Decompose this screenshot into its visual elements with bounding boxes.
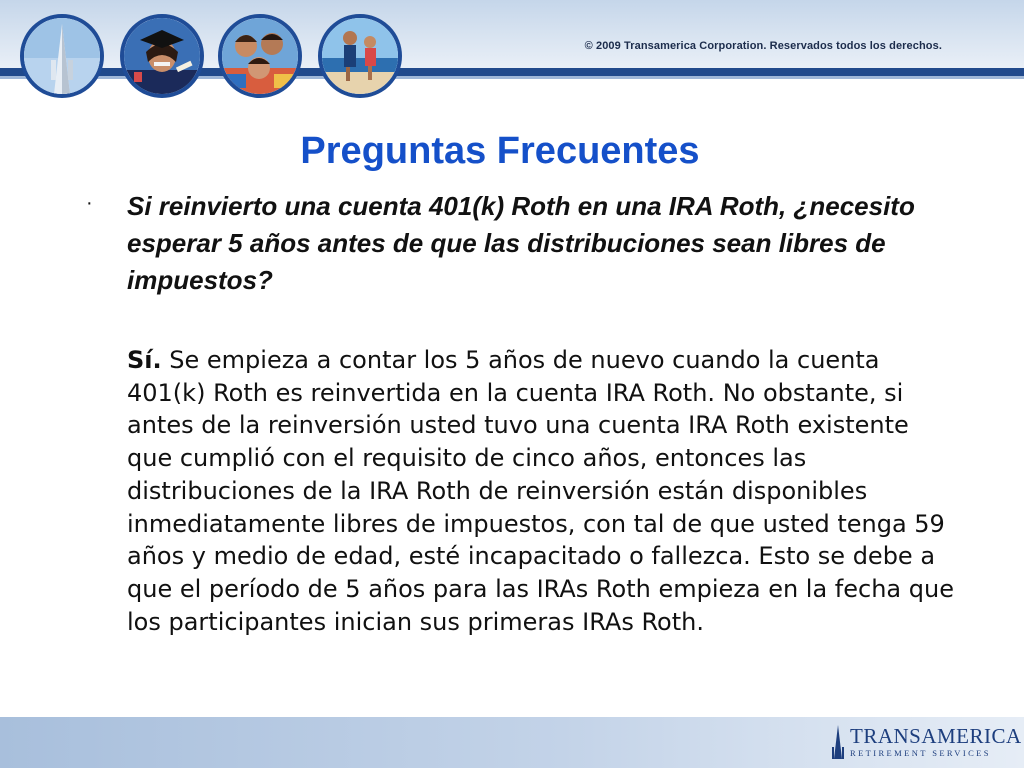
faq-answer <box>127 344 957 638</box>
bullet-marker: · <box>86 192 93 214</box>
logo-name: TRANSAMERICA <box>850 724 1022 749</box>
logo-subtitle: RETIREMENT SERVICES <box>850 748 991 759</box>
couple-beach-photo <box>318 14 402 98</box>
copyright-notice: © 2009 Transamerica Corporation. Reservados todos los derechos. <box>584 40 942 52</box>
transamerica-logo <box>832 722 1022 762</box>
pyramid-tower-photo <box>20 14 104 98</box>
pyramid-logo-icon <box>832 725 844 759</box>
answer-body: Se empieza a contar los 5 años de nuevo cuando la cuenta 401(k) Roth es reinvertida en la cuenta IRA Roth. No obstante, si antes de la reinversión usted tuvo una cuenta IRA Roth existente que cumplió con el requisito de cinco años, entonces las distribuciones de la IRA Roth de reinversión están disponibles inmediatamente libres de impuestos, con tal de que usted tenga 59 años y medio de edad, esté incapacitado o fallezca. Esto se debe a que el período de 5 años para las IRAs Roth empieza en la fecha que los participantes inician sus primeras IRAs Roth. <box>127 346 954 636</box>
slide-title: Preguntas Frecuentes <box>300 130 700 172</box>
family-photo <box>218 14 302 98</box>
graduate-photo <box>120 14 204 98</box>
answer-lead: Sí. <box>127 346 162 374</box>
faq-question: Si reinvierto una cuenta 401(k) Roth en una IRA Roth, ¿necesito esperar 5 años antes de que las distribuciones sean libres de impuestos? <box>127 191 915 295</box>
